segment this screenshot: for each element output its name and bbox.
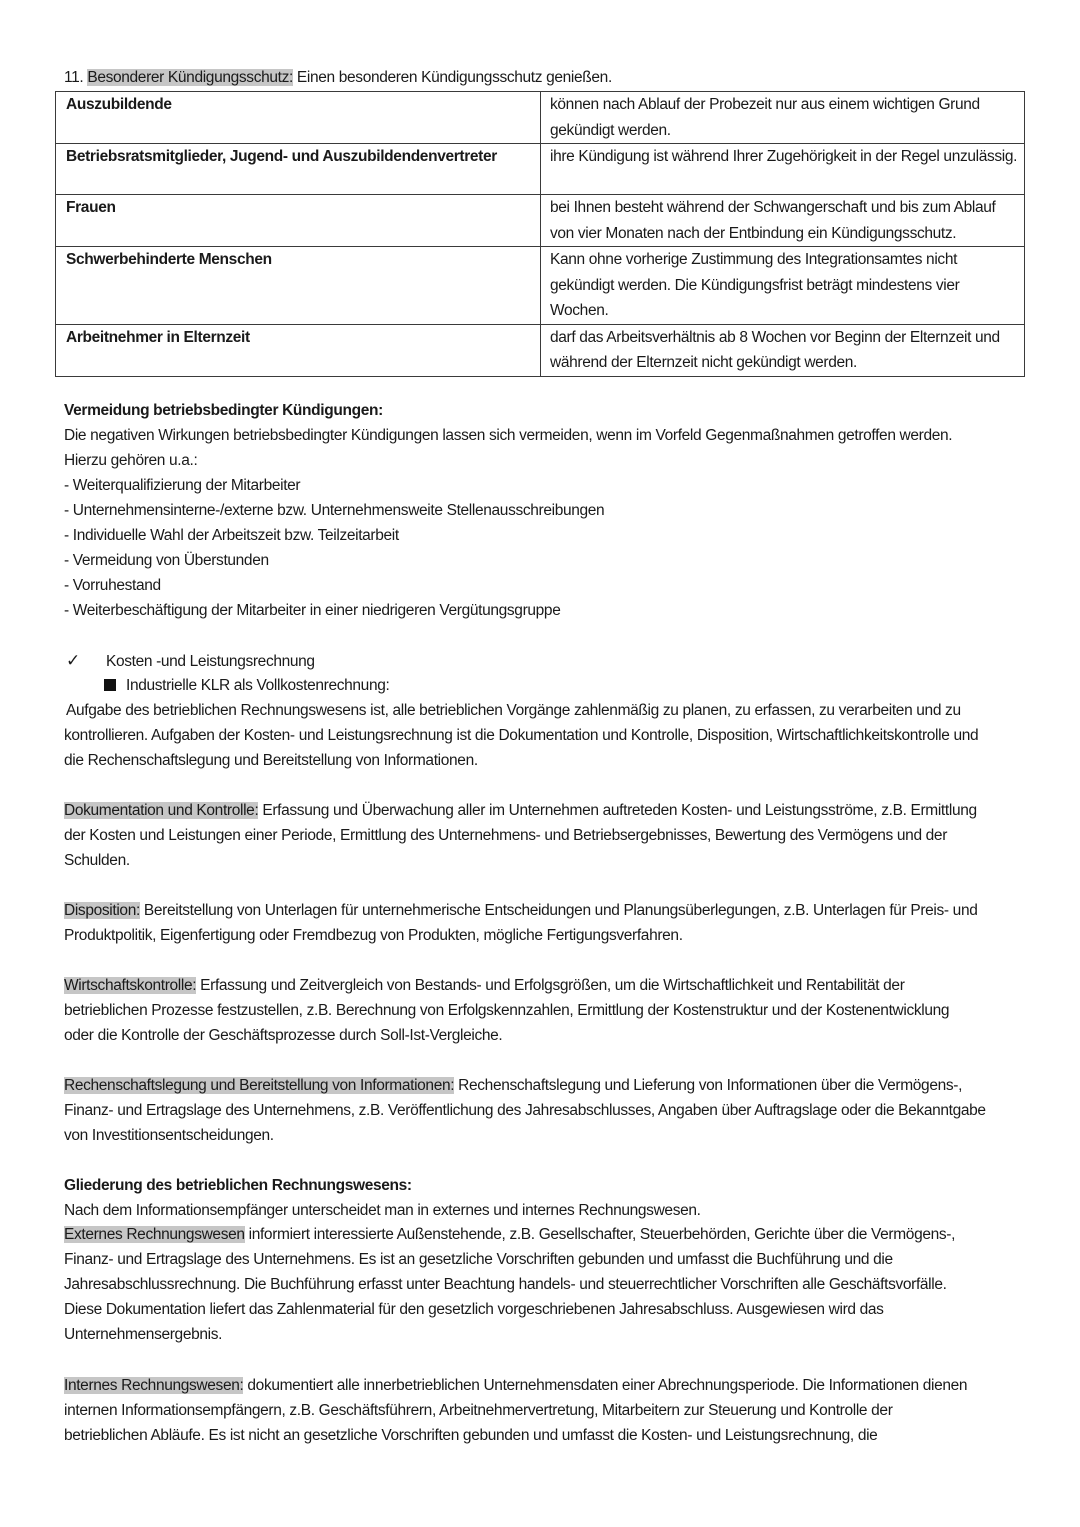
gliederung-heading: Gliederung des betrieblichen Rechnungswesens: [64,1177,412,1194]
paragraph-line: Produktpolitik, Eigenfertigung oder Fremdbezug von Produkten, mögliche Fertigungsverfahren. [64,927,683,944]
group-cell: Frauen [56,195,541,247]
klr-title-row [66,648,315,674]
paragraph-line: internen Informationsempfängern, z.B. Geschäftsführern, Arbeitnehmervertretung, Mitarbeitern zur Steuerung und Kontrolle der [64,1402,893,1419]
table-row [56,92,1025,144]
highlighted-term: Externes Rechnungswesen [64,1226,245,1243]
table-row [56,324,1025,376]
section-rechenschaftslegung [64,1073,962,1098]
list-item: - Weiterbeschäftigung der Mitarbeiter in einer niedrigeren Vergütungsgruppe [64,602,561,619]
intro-text: Einen besonderen Kündigungsschutz genießen. [292,69,612,86]
paragraph-line: Finanz- und Ertragslage des Unternehmens. Es ist an gesetzliche Vorschriften gebunden und umfasst die Buchführung und die [64,1251,893,1268]
highlighted-term: Disposition: [64,902,140,919]
paragraph-text: dokumentiert alle innerbetrieblichen Unternehmensdaten einer Abrechnungsperiode. Die Informationen dienen [243,1377,968,1394]
section-externes-rechnungswesen [64,1222,955,1247]
paragraph-line: Aufgabe des betrieblichen Rechnungswesens ist, alle betrieblichen Vorgänge zahlenmäßig zu planen, zu erfassen, zu verarbeiten und zu [66,702,961,719]
section-wirtschaftskontrolle [64,973,905,998]
square-bullet-icon [104,679,116,691]
group-cell: Betriebsratsmitglieder, Jugend- und Auszubildendenvertreter [56,144,541,195]
highlighted-term: Dokumentation und Kontrolle: [64,802,259,819]
section-dokumentation [64,798,977,823]
list-item: - Individuelle Wahl der Arbeitszeit bzw. Teilzeitarbeit [64,527,399,544]
paragraph-line: Unternehmensergebnis. [64,1326,223,1343]
klr-subtitle: Industrielle KLR als Vollkostenrechnung: [126,677,390,694]
list-item: - Weiterqualifizierung der Mitarbeiter [64,477,301,494]
paragraph-text: Erfassung und Zeitvergleich von Bestands- und Erfolgsgrößen, um die Wirtschaftlichkeit und Rentabilität der [196,977,905,994]
list-item: - Unternehmensinterne-/externe bzw. Unternehmensweite Stellenausschreibungen [64,502,605,519]
highlighted-term: Internes Rechnungswesen: [64,1377,244,1394]
highlighted-term: Besonderer Kündigungsschutz: [87,69,293,86]
paragraph-line: die Rechenschaftslegung und Bereitstellung von Informationen. [64,752,478,769]
table-row [56,247,1025,325]
paragraph-text: Bereitstellung von Unterlagen für unternehmerische Entscheidungen und Planungsüberlegungen, z.B. Unterlagen für Preis- und [139,902,978,919]
list-item: - Vorruhestand [64,577,161,594]
kuendigungsschutz-table [55,91,1025,377]
paragraph-line: Diese Dokumentation liefert das Zahlenmaterial für den gesetzlich vorgeschriebenen Jahresabschluss. Ausgewiesen wird das [64,1301,884,1318]
paragraph-line: betrieblichen Abläufe. Es ist nicht an gesetzliche Vorschriften gebunden und umfasst die Kosten- und Leistungsrechnung, die [64,1427,878,1444]
paragraph-line: Nach dem Informationsempfänger unterscheidet man in externes und internes Rechnungswesen. [64,1202,701,1219]
klr-title: Kosten -und Leistungsrechnung [105,653,315,670]
checkmark-icon: ✓ [66,651,80,670]
group-cell: Auszubildende [56,92,541,144]
paragraph-line: Die negativen Wirkungen betriebsbedingter Kündigungen lassen sich vermeiden, wenn im Vorfeld Gegenmaßnahmen getroffen werden. [64,427,953,444]
paragraph-line: von Investitionsentscheidungen. [64,1127,274,1144]
kuendigungsschutz-intro [64,65,612,90]
paragraph-text: Erfassung und Überwachung aller im Unternehmen auftreteden Kosten- und Leistungsströme, z.B. Ermittlung [258,802,977,819]
section-disposition [64,898,977,923]
highlighted-term: Wirtschaftskontrolle: [64,977,197,994]
group-cell: Schwerbehinderte Menschen [56,247,541,325]
paragraph-line: oder die Kontrolle der Geschäftsprozesse durch Soll-Ist-Vergleiche. [64,1027,503,1044]
rule-cell: ihre Kündigung ist während Ihrer Zugehörigkeit in der Regel unzulässig. [541,144,1025,195]
paragraph-line: kontrollieren. Aufgaben der Kosten- und Leistungsrechnung ist die Dokumentation und Kontrolle, Disposition, Wirtschaftlichkeitskontrolle und [64,727,979,744]
paragraph-line: Hierzu gehören u.a.: [64,452,198,469]
paragraph-line: betrieblichen Prozesse festzustellen, z.B. Berechnung von Erfolgskennzahlen, Ermittlung der Kostenstruktur und der Kostenentwicklung [64,1002,950,1019]
rule-cell: darf das Arbeitsverhältnis ab 8 Wochen vor Beginn der Elternzeit und während der Elternzeit nicht gekündigt werden. [541,324,1025,376]
vermeidung-heading: Vermeidung betriebsbedingter Kündigungen: [64,402,383,419]
list-item: - Vermeidung von Überstunden [64,552,269,569]
paragraph-text: informiert interessierte Außenstehende, z.B. Gesellschafter, Steuerbehörden, Gerichte über die Vermögens-, [244,1226,956,1243]
section-number: 11. [64,69,84,86]
group-cell: Arbeitnehmer in Elternzeit [56,324,541,376]
klr-subtitle-row [104,673,389,698]
rule-cell: können nach Ablauf der Probezeit nur aus einem wichtigen Grund gekündigt werden. [541,92,1025,144]
paragraph-line: Jahresabschlussrechnung. Die Buchführung erfasst unter Beachtung handels- und steuerrechtlicher Vorschriften alle Geschäftsvorfälle. [64,1276,947,1293]
rule-cell: Kann ohne vorherige Zustimmung des Integrationsamtes nicht gekündigt werden. Die Kündigungsfrist beträgt mindestens vier Wochen. [541,247,1025,325]
table-row [56,195,1025,247]
paragraph-line: der Kosten und Leistungen einer Periode, Ermittlung des Unternehmens- und Betriebsergebnisses, Bewertung des Vermögens und der [64,827,948,844]
highlighted-term: Rechenschaftslegung und Bereitstellung von Informationen: [64,1077,455,1094]
table-row [56,144,1025,195]
section-internes-rechnungswesen [64,1373,967,1398]
paragraph-line: Schulden. [64,852,130,869]
rule-cell: bei Ihnen besteht während der Schwangerschaft und bis zum Ablauf von vier Monaten nach der Entbindung ein Kündigungsschutz. [541,195,1025,247]
paragraph-line: Finanz- und Ertragslage des Unternehmens, z.B. Veröffentlichung des Jahresabschlusses, Angaben über Auftragslage oder die Bekanntgabe [64,1102,986,1119]
paragraph-text: Rechenschaftslegung und Lieferung von Informationen über die Vermögens-, [454,1077,963,1094]
